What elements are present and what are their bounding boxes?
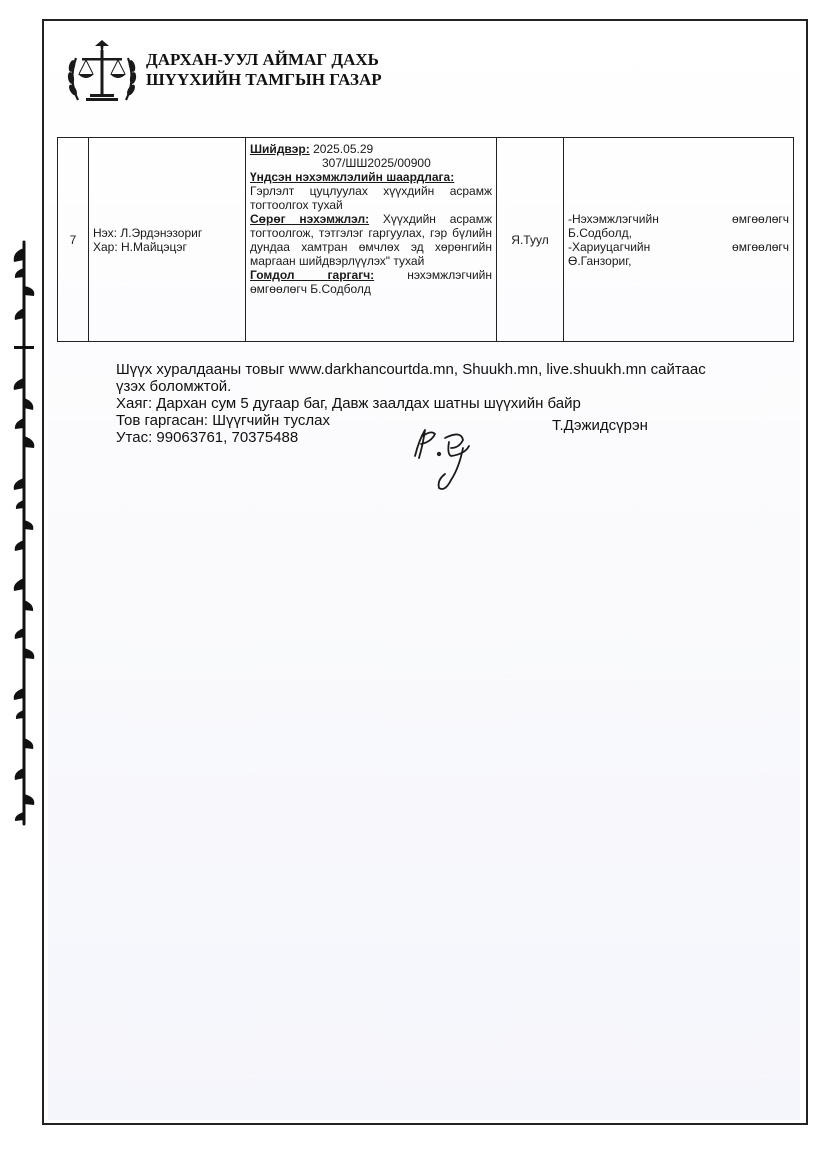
case-number: 7 bbox=[58, 138, 89, 342]
organization-name bbox=[146, 50, 382, 90]
appeal-label: Гомдол гаргагч: bbox=[250, 268, 375, 282]
table-row bbox=[58, 138, 794, 342]
org-line-2: ШҮҮХИЙН ТАМГЫН ГАЗАР bbox=[146, 70, 382, 89]
claim-label: Үндсэн нэхэмжлэлийн шаардлага: bbox=[250, 170, 455, 184]
notes-line-1: Шүүх хуралдааны товыг www.darkhancourtda.mn, Shuukh.mn, live.shuukh.mn сайтаас bbox=[116, 361, 706, 378]
rep2-title: өмгөөлөгч bbox=[732, 239, 789, 254]
rep1-role: -Нэхэмжлэгчийн bbox=[568, 211, 659, 226]
signer-name: Т.Дэжидсүрэн bbox=[552, 417, 648, 434]
decision-date: 2025.05.29 bbox=[313, 142, 374, 156]
claim-cell bbox=[246, 138, 497, 342]
rep2-name: Ө.Ганзориг, bbox=[568, 253, 632, 268]
counter-claim-text: Хүүхдийн асрамж тогтоолгож, тэтгэлэг гаргуулах, гэр бүлийн дундаа хамтран өмчлөх эд хөрөнгийн маргаан шийдвэрлүүлэх" тухай bbox=[250, 212, 492, 268]
plaintiff: Нэх: Л.Эрдэнэзориг bbox=[93, 225, 203, 240]
parties-cell bbox=[89, 138, 246, 342]
claim-text: Гэрлэлт цуцлуулах хүүхдийн асрамж тогтоолгох тухай bbox=[250, 184, 492, 212]
scales-of-justice-emblem-icon bbox=[64, 36, 140, 112]
appeal-text: нэхэмжлэгчийн өмгөөлөгч Б.Содболд bbox=[250, 268, 492, 296]
case-table bbox=[57, 137, 794, 342]
decision-number: 307/ШШ2025/00900 bbox=[322, 156, 431, 170]
prepared-by-line: Тов гаргасан: Шүүгчийн туслах bbox=[116, 412, 330, 429]
judge-name: Я.Туул bbox=[497, 138, 564, 342]
rep1-title: өмгөөлөгч bbox=[732, 211, 789, 226]
representatives-cell bbox=[564, 138, 794, 342]
defendant: Хар: Н.Майцэцэг bbox=[93, 239, 187, 254]
phone-line: Утас: 99063761, 70375488 bbox=[116, 429, 299, 446]
decision-label: Шийдвэр: bbox=[250, 142, 310, 156]
handwritten-signature bbox=[405, 418, 485, 498]
counter-claim-label: Сөрөг нэхэмжлэл: bbox=[250, 212, 370, 226]
address-line: Хаяг: Дархан сум 5 дугаар баг, Давж заалдах шатны шүүхийн байр bbox=[116, 395, 581, 412]
rep1-name: Б.Содболд, bbox=[568, 225, 632, 240]
org-line-1: ДАРХАН-УУЛ АЙМАГ ДАХЬ bbox=[146, 50, 379, 69]
rep2-role: -Хариуцагчийн bbox=[568, 239, 651, 254]
notes-line-2: үзэх боломжтой. bbox=[116, 378, 232, 395]
mongolian-vertical-script-text bbox=[6, 238, 42, 828]
